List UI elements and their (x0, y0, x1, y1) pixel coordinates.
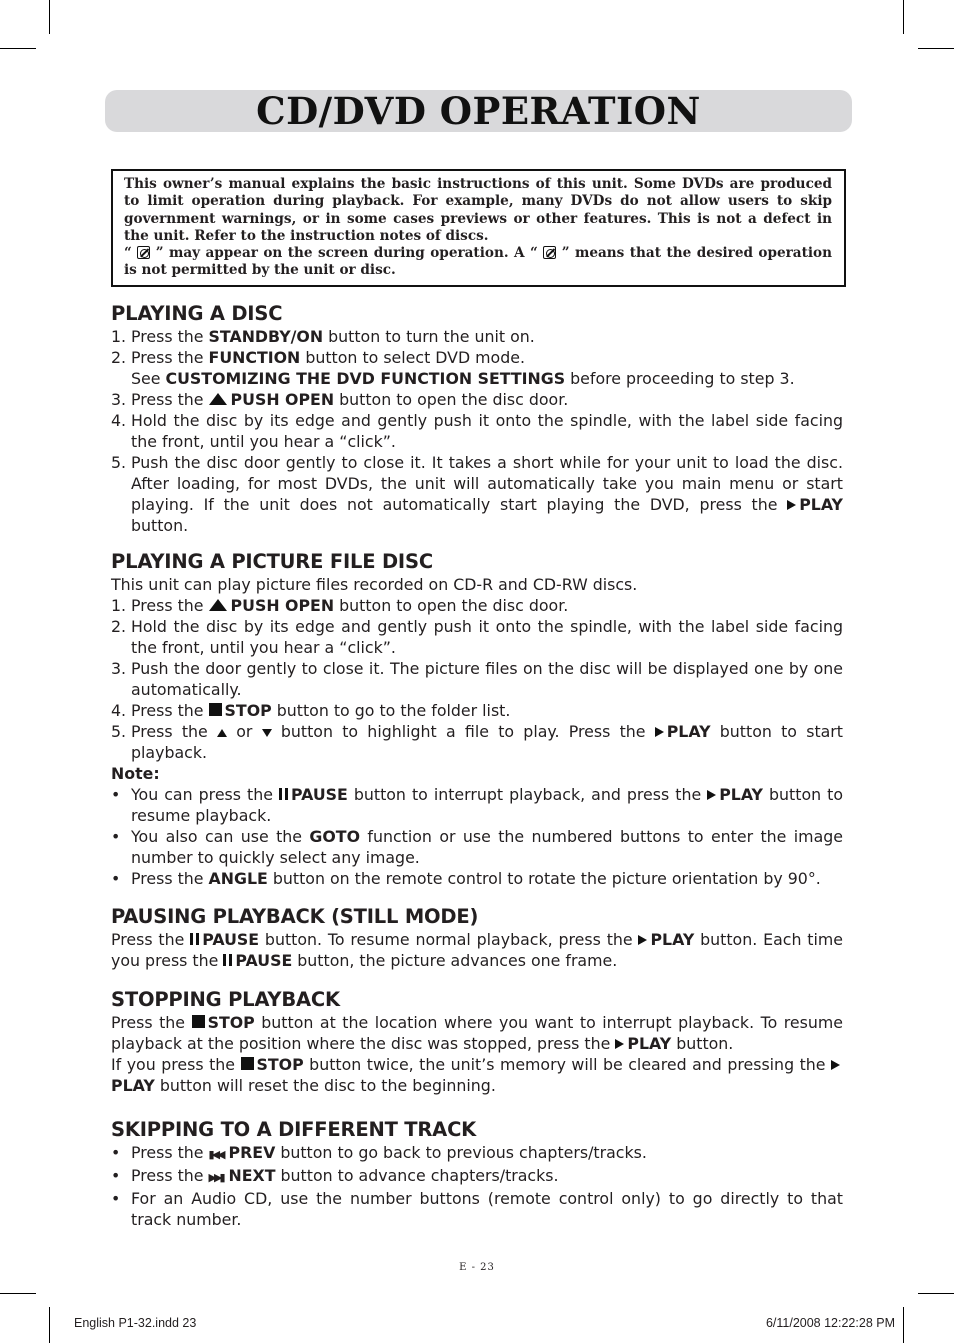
list-item: 1. Press the STANDBY/ON button to turn the unit on. (111, 327, 535, 346)
next-track-icon: ▶▶▮ (208, 1171, 223, 1184)
section-stopping (111, 988, 843, 1096)
crop-mark (49, 1307, 50, 1343)
notice-box: This owner’s manual explains the basic instructions of this unit. Some DVDs are produced to limit operation during playback. For example, many DVDs do not allow users to skip government warnings, or in some cases previews or other features. This is not a defect in the unit. Refer to the instruction notes of discs. “ ” may appear on the screen during operation. A “ ” means that the desired operation is not permitted by the unit or disc. (111, 169, 846, 287)
paragraph: Press the PAUSE button. To resume normal playback, press the PLAY button. Each time you press the PAUSE button, the picture advances one frame. (111, 930, 843, 970)
stop-icon (192, 1015, 205, 1028)
list-item: 3. Push the door gently to close it. The picture files on the disc will be displayed one by one automatically. (111, 659, 843, 699)
play-icon (615, 1039, 624, 1049)
pause-icon (279, 788, 288, 800)
list-item: 5. Push the disc door gently to close it. It takes a short while for your unit to load the disc. After loading, for most DVDs, the unit will automatically take you main menu or start playing. If the unit does not automatically start playing the DVD, press the PLAY button. (111, 453, 843, 535)
crop-mark (0, 1293, 36, 1294)
paragraph: Press the STOP button at the location where you want to interrupt playback. To resume playback at the position where the disc was stopped, press the PLAY button. (111, 1013, 843, 1053)
play-icon (831, 1060, 840, 1070)
section-playing-disc (111, 302, 843, 536)
stop-icon (209, 703, 222, 716)
note-label: Note: (111, 764, 160, 783)
crop-mark (903, 0, 904, 34)
section-heading: STOPPING PLAYBACK (111, 988, 340, 1011)
eject-icon (209, 393, 227, 405)
list-item: • Press the ANGLE button on the remote control to rotate the picture orientation by 90°. (111, 869, 821, 888)
list-item: • You can press the PAUSE button to interrupt playback, and press the PLAY button to resume playback. (111, 785, 843, 825)
eject-icon (209, 599, 227, 611)
pause-icon (190, 933, 199, 945)
page-number: E - 23 (459, 1262, 495, 1273)
section-picture-disc (111, 550, 843, 889)
up-arrow-icon (217, 729, 227, 737)
list-item: 2. Press the FUNCTION button to select DVD mode. See CUSTOMIZING THE DVD FUNCTION SETTINGS before proceeding to step 3. (111, 348, 795, 388)
section-skipping (111, 1118, 843, 1230)
crop-mark (918, 1293, 954, 1294)
prohibited-icon (543, 246, 556, 259)
section-heading: PLAYING A PICTURE FILE DISC (111, 550, 433, 573)
list-item: 3. Press the PUSH OPEN button to open the disc door. (111, 390, 569, 409)
section-heading: PAUSING PLAYBACK (STILL MODE) (111, 905, 479, 928)
list-item: 5. Press the or button to highlight a file to play. Press the PLAY button to start playback. (111, 722, 844, 762)
list-item: 1. Press the PUSH OPEN button to open the disc door. (111, 596, 569, 615)
list-item: • You also can use the GOTO function or use the numbered buttons to enter the image number to quickly select any image. (111, 827, 843, 867)
down-arrow-icon (262, 729, 272, 737)
notice-text: This owner’s manual explains the basic instructions of this unit. Some DVDs are produced to limit operation during playback. For example, many DVDs do not allow users to skip government warnings, or in some cases previews or other features. This is not a defect in the unit. Refer to the instruction notes of discs. (124, 176, 832, 244)
section-heading: SKIPPING TO A DIFFERENT TRACK (111, 1118, 477, 1141)
section-heading: PLAYING A DISC (111, 302, 283, 325)
list-item: 2. Hold the disc by its edge and gently push it onto the spindle, with the label side facing the front, until you hear a “click”. (111, 617, 843, 657)
paragraph: If you press the STOP button twice, the unit’s memory will be cleared and pressing the PLAY button will reset the disc to the beginning. (111, 1054, 843, 1096)
play-icon (638, 935, 647, 945)
stop-icon (241, 1057, 254, 1070)
section-intro: This unit can play picture files recorded on CD-R and CD-RW discs. (111, 575, 638, 594)
prohibited-icon (137, 246, 150, 259)
section-pausing (111, 905, 843, 971)
play-icon (655, 727, 664, 737)
crop-mark (0, 48, 36, 49)
pause-icon (223, 954, 232, 966)
list-item: • Press the ▮◀◀ PREV button to go back to previous chapters/tracks. (111, 1142, 843, 1165)
page-title: CD/DVD OPERATION (256, 89, 701, 133)
crop-mark (49, 0, 50, 34)
play-icon (707, 790, 716, 800)
previous-track-icon: ▮◀◀ (208, 1148, 223, 1161)
list-item: 4. Hold the disc by its edge and gently push it onto the spindle, with the label side facing the front, until you hear a “click”. (111, 411, 843, 451)
crop-mark (918, 48, 954, 49)
manual-content (111, 302, 843, 1230)
play-icon (787, 500, 796, 510)
print-timestamp: 6/11/2008 12:22:28 PM (765, 1316, 895, 1330)
crop-mark (903, 1307, 904, 1343)
title-banner (105, 90, 852, 132)
file-name: English P1-32.indd 23 (74, 1316, 197, 1330)
list-item: • Press the ▶▶▮ NEXT button to advance chapters/tracks. (111, 1165, 843, 1188)
list-item: • For an Audio CD, use the number buttons (remote control only) to go directly to that track number. (111, 1189, 843, 1229)
list-item: 4. Press the STOP button to go to the folder list. (111, 701, 511, 720)
